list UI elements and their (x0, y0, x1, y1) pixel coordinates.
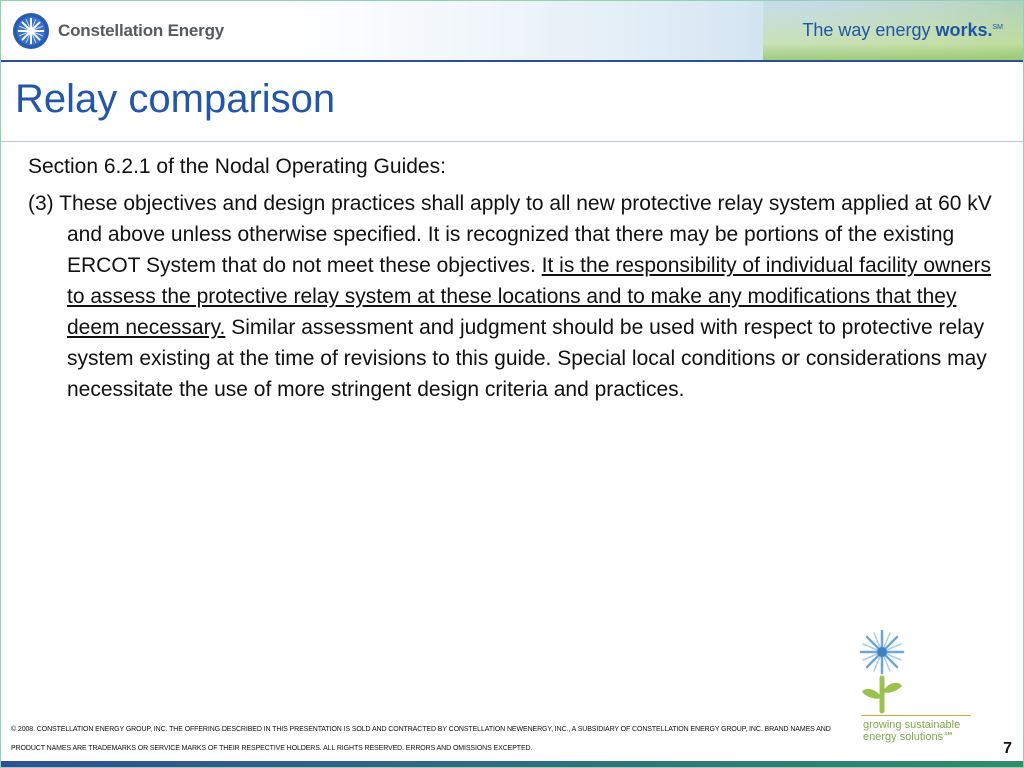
tagline-bold: works. (935, 20, 993, 40)
company-logo-text: Constellation Energy (58, 21, 225, 40)
sustain-line-1: growing sustainable (863, 719, 961, 731)
tagline (802, 20, 1003, 41)
sustain-line-2: energy solutions℠ (863, 731, 955, 743)
tagline-prefix: The way energy (802, 20, 936, 40)
sustain-tagline (863, 719, 960, 743)
item-text-start: These objectives and design practices shall apply to all new protective relay system applied at 60 kV and above unless otherwise specified. It is recognized that there may be portions of the existing ERCOT System that do not meet these objectives. (59, 192, 992, 277)
constellation-star-icon (12, 12, 50, 50)
copyright-notice (11, 721, 861, 758)
sustain-divider (861, 715, 971, 716)
tagline-service-mark: SM (992, 24, 1003, 31)
intro-paragraph: Section 6.2.1 of the Nodal Operating Guides: (28, 155, 446, 178)
title-divider (1, 141, 1023, 142)
slide-body (28, 151, 1003, 405)
item-text-underlined: It is the responsibility of individual facility owners to assess the protective relay system at these locations and to make any modifications that they deem necessary. (67, 254, 992, 339)
slide-title: Relay comparison (15, 77, 336, 121)
item-paragraph (28, 188, 1003, 405)
item-number: (3) (28, 192, 60, 215)
header-banner (1, 1, 1023, 61)
page-number: 7 (1003, 740, 1012, 757)
footer-bar (1, 761, 1023, 767)
item-text-end: Similar assessment and judgment should be used with respect to protective relay system existing at the time of revisions to this guide. Special local conditions or considerations may necessitate the use of more stringent design criteria and practices. (67, 316, 987, 401)
copyright-line-2: PRODUCT NAMES ARE TRADEMARKS OR SERVICE MARKS OF THEIR RESPECTIVE HOLDERS. ALL RIGHTS RESERVED. ERRORS AND OMISSIONS EXCEPTED. (11, 744, 533, 752)
header-divider (1, 60, 1023, 62)
copyright-line-1: © 2008. CONSTELLATION ENERGY GROUP, INC. THE OFFERING DESCRIBED IN THIS PRESENTATION IS SOLD AND CONTRACTED BY CONSTELLATION NEWENERGY, INC., A SUBSIDIARY OF CONSTELLATION ENERGY GROUP, INC. BRAND NAMES AND (11, 726, 831, 733)
